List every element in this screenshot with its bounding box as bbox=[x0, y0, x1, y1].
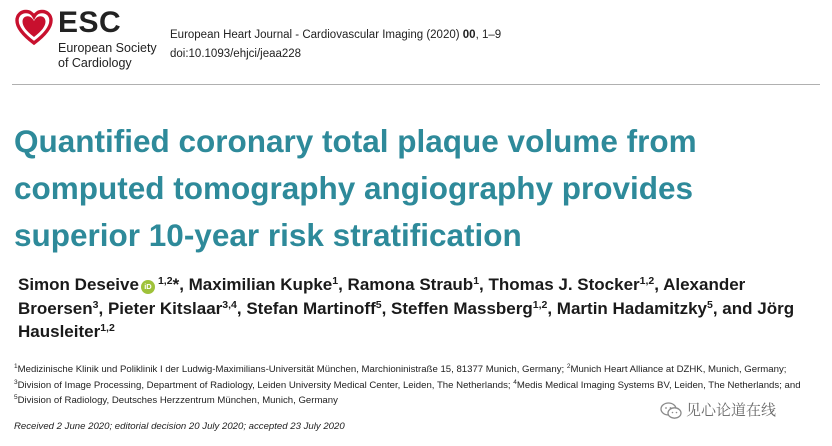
author-name[interactable]: Steffen Massberg bbox=[391, 298, 533, 318]
watermark-text: 见心论道在线 bbox=[686, 401, 777, 419]
logo-society-name: European Society of Cardiology bbox=[58, 41, 157, 70]
author-affiliation-number: 1,2 bbox=[100, 322, 115, 334]
author-name[interactable]: Alexander Broersen bbox=[18, 275, 746, 318]
article-title: Quantified coronary total plaque volume from computed tomography angiography provides superior 10-year risk stratification bbox=[14, 123, 697, 253]
affiliation-text: Munich Heart Alliance at DZHK, Munich, Germany; bbox=[570, 364, 787, 375]
heart-logo-icon bbox=[14, 8, 54, 48]
affiliation-text: Division of Radiology, Deutsches Herzzentrum München, Munich, Germany bbox=[17, 395, 338, 407]
affiliation-text: Medizinische Klinik und Poliklinik I der Ludwig-Maximilians-Universität München, Marchioninistraße 15, 81377 Munich, Germany; bbox=[17, 364, 567, 375]
journal-volume: 00 bbox=[462, 29, 476, 41]
author-name[interactable]: Martin Hadamitzky bbox=[556, 298, 707, 318]
author-name[interactable]: Thomas J. Stocker bbox=[488, 275, 640, 294]
journal-header bbox=[12, 6, 820, 78]
author-name[interactable]: Pieter Kitslaar bbox=[107, 298, 223, 318]
author-affiliation-number: 1 bbox=[473, 275, 480, 287]
affiliation-text: Medis Medical Imaging Systems BV, Leiden, The Netherlands; and bbox=[516, 379, 801, 391]
author-name[interactable]: Stefan Martinoff bbox=[246, 298, 376, 318]
affiliation-number: 2 bbox=[566, 363, 571, 370]
journal-name: European Heart Journal - Cardiovascular Imaging (2020) bbox=[170, 29, 460, 41]
journal-pages: , 1–9 bbox=[475, 29, 502, 41]
author-name[interactable]: Jörg Hausleiter bbox=[18, 298, 795, 341]
affiliation-number: 3 bbox=[14, 378, 18, 386]
header-divider bbox=[12, 84, 820, 85]
author-affiliation-number: 3 bbox=[92, 298, 99, 311]
corresponding-author-mark: * bbox=[172, 275, 180, 294]
esc-logo bbox=[12, 6, 172, 78]
affiliation-text: Division of Image Processing, Department of Radiology, Leiden University Medical Center, Leiden, The Netherlands; bbox=[17, 379, 514, 391]
affiliation-number: 1 bbox=[14, 363, 18, 370]
orcid-icon[interactable]: iD bbox=[141, 280, 155, 294]
author-affiliation-number: 1,2 bbox=[157, 275, 173, 287]
journal-citation bbox=[170, 26, 501, 64]
author-affiliation-number: 1 bbox=[332, 275, 339, 287]
author-name[interactable]: Simon Deseive bbox=[18, 275, 139, 294]
author-affiliation-number: 3,4 bbox=[222, 298, 237, 311]
author-affiliation-number: 5 bbox=[375, 298, 382, 311]
author-name[interactable]: Ramona Straub bbox=[347, 275, 474, 294]
affiliation-number: 5 bbox=[14, 394, 18, 402]
author-affiliation-number: 5 bbox=[707, 298, 713, 311]
article-dates: Received 2 June 2020; editorial decision 20 July 2020; accepted 23 July 2020 bbox=[14, 421, 345, 432]
author-affiliation-number: 1,2 bbox=[639, 275, 655, 287]
author-name[interactable]: Maximilian Kupke bbox=[188, 275, 333, 294]
doi-link[interactable]: doi:10.1093/ehjci/jeaa228 bbox=[170, 48, 302, 60]
author-affiliation-number: 1,2 bbox=[532, 298, 548, 311]
wechat-icon bbox=[660, 402, 682, 420]
wechat-watermark bbox=[660, 400, 820, 422]
affiliation-number: 4 bbox=[513, 378, 517, 386]
author-list: Simon Deseive iD $^{1,2}$*, Maximilian Kupke$^1$, Ramona Straub$^1$, Thomas J. Stocker$^{1,2}$, Alexander Broersen$^3$, Pieter Kitslaar$^{3,4}$, Stefan Martinoff$^5$, Steffen Massberg$^{1,2}$, Martin Hadamitzky$^5$, and Jörg Hausleiter$^{1,2}$ bbox=[18, 275, 795, 341]
logo-esc-text: ESC bbox=[58, 6, 122, 39]
